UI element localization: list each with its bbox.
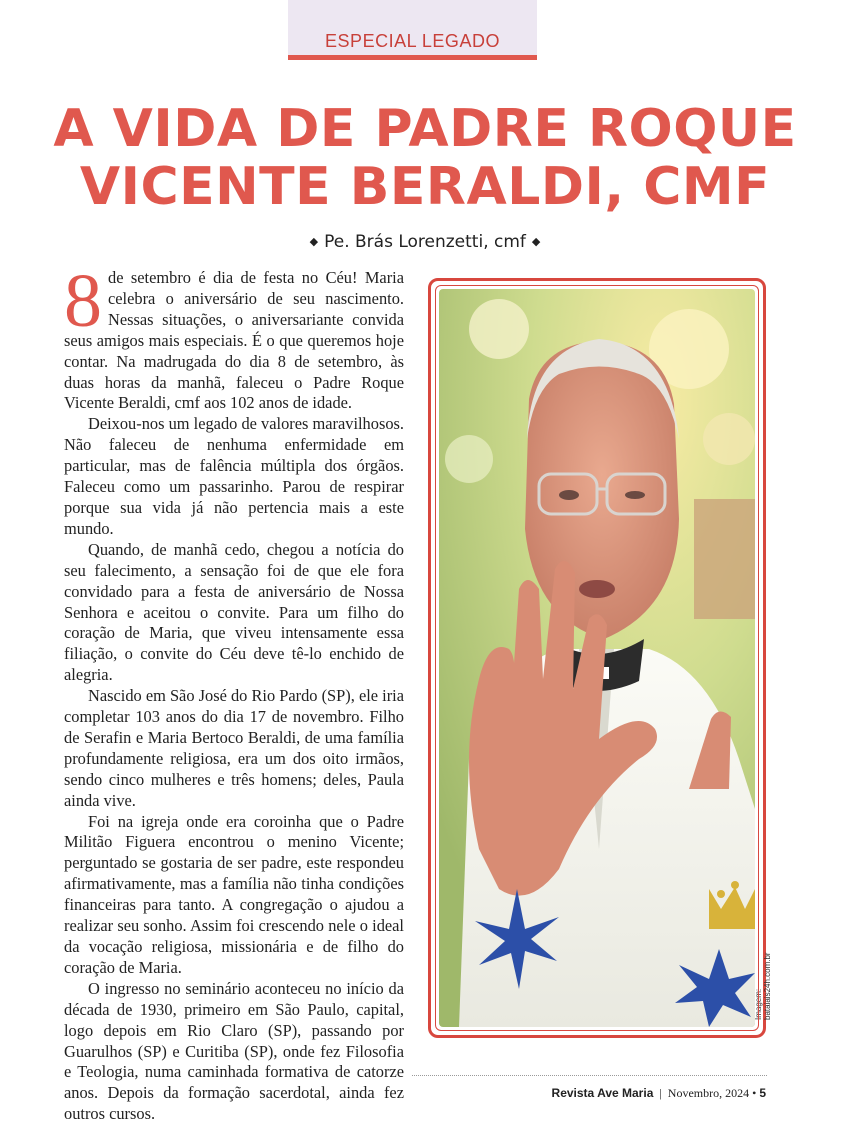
byline (0, 232, 850, 252)
article-paragraph: Nascido em São José do Rio Pardo (SP), ele iria completar 103 anos do dia 17 de novembro. Filho de Serafin e Maria Bertoco Beraldi, de uma família profundamente religiosa, era um dos oito irmãos, sendo cinco mulheres e três homens; deles, Paula ainda vive. (64, 686, 404, 810)
page-number: 5 (759, 1086, 766, 1100)
portrait-illustration (439, 289, 755, 1027)
section-tab-underline (288, 55, 537, 60)
byline-bullet-left: ◆ (309, 235, 319, 248)
portrait-photo (439, 289, 755, 1027)
footer-magazine-name: Revista Ave Maria (551, 1086, 654, 1100)
section-label: ESPECIAL LEGADO (325, 31, 500, 51)
section-tab (288, 0, 537, 60)
article-paragraph: O ingresso no seminário aconteceu no início da década de 1930, primeiro em São Paulo, capital, logo depois em Rio Claro (SP), passando por Guarulhos (SP) e Curitiba (SP), onde fez Filosofia e Teologia, numa caminhada formativa de catorze anos. Depois da formação sacerdotal, ainda fez outros cursos. (64, 978, 404, 1124)
footer-dot: • (752, 1086, 757, 1100)
footer-date: Novembro, 2024 (667, 1086, 750, 1100)
drop-cap: 8 (64, 259, 102, 343)
footer-separator: | (659, 1086, 662, 1100)
article-paragraph: Deixou-nos um legado de valores maravilhosos. Não faleceu de nenhuma enfermidade em particular, mas de falência múltipla dos órgãos. Faleceu como um passarinho. Parou de respirar porque sua vida já não pertencia mais a este mundo. (64, 414, 404, 538)
footer-divider (412, 1075, 767, 1076)
byline-bullet-right: ◆ (531, 235, 541, 248)
photo-credit: Imagem: bataiais24h.com.br (754, 952, 772, 1020)
article-body (64, 259, 404, 1125)
byline-author: Pe. Brás Lorenzetti, cmf (324, 232, 526, 252)
article-paragraph: Foi na igreja onde era coroinha que o Padre Militão Figuera encontrou o menino Vicente; perguntado se gostaria de ser padre, este respondeu afirmativamente, mas a família não tinha condições financeiras para tanto. A congregação o ajudou a realizar seu sonho. Assim foi crescendo nele o ideal da vocação religiosa, missionária e de filho do coração de Maria. (64, 811, 404, 977)
page-footer (552, 1086, 766, 1101)
article-paragraph: 8 de setembro é dia de festa no Céu! Maria celebra o aniversário de seu nascimento. Nessas situações, o aniversariante convida seus amigos mais especiais. É o que queremos hoje contar. Na madrugada do dia 8 de setembro, às duas horas da manhã, faleceu o Padre Roque Vicente Beraldi, cmf aos 102 anos de idade. (64, 259, 404, 413)
article-paragraph: Quando, de manhã cedo, chegou a notícia do seu falecimento, a sensação foi de que ele fora convidado para a festa de aniversário de Nossa Senhora e aceitou o convite. Para um filho do coração de Maria, que viveu intensamente essa filiação, o convite do Céu deve tê-lo enchido de alegria. (64, 539, 404, 685)
headline-line-1: A VIDA DE PADRE ROQUE (53, 99, 797, 159)
headline-line-2: VICENTE BERALDI, CMF (79, 157, 771, 217)
portrait-photo-frame (428, 278, 772, 1038)
article-headline (40, 100, 810, 216)
